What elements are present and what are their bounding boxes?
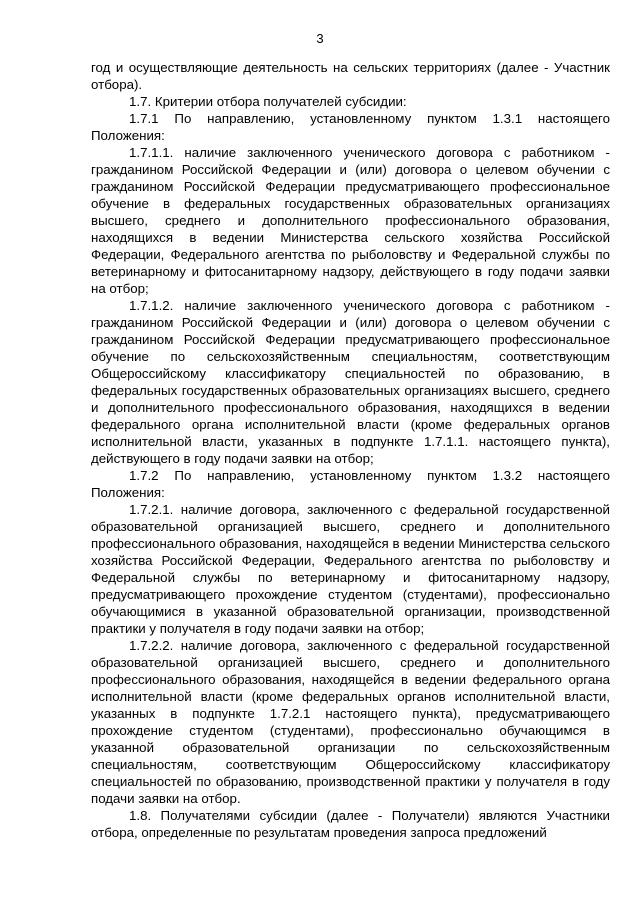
paragraph-participant-definition: год и осуществляющие деятельность на сельских территориях (далее - Участник отбора). (91, 60, 610, 92)
document-body (91, 59, 610, 841)
paragraph-1-7-2-1: 1.7.2.1. наличие договора, заключенного с федеральной государственной образовательной организацией высшего, среднего и дополнительного профессионального образования, находящейся в ведении Министерства сельского хозяйства Российской Федерации, Федерального агентства по рыболовству и Федеральной службы по ветеринарному и фитосанитарному надзору, предусматривающего прохождение студентом (студентами), профессионально обучающимися в указанной образовательной организации, производственной практики у получателя в году подачи заявки на отбор; (91, 502, 610, 636)
paragraph-1-8: 1.8. Получателями субсидии (далее - Получатели) являются Участники отбора, определенные по результатам проведения запроса предложений (91, 808, 610, 840)
paragraph-1-7-2-2: 1.7.2.2. наличие договора, заключенного с федеральной государственной образовательной организацией высшего, среднего и дополнительного профессионального образования, находящейся в ведении федерального органа исполнительной власти (кроме федеральных органов исполнительной власти, указанных в подпункте 1.7.2.1 настоящего пункта), предусматривающего прохождение студентом (студентами), профессионально обучающимся в указанной образовательной организации по сельскохозяйственным специальностям, соответствующим Общероссийскому классификатору специальностей по образованию, производственной практики у получателя в году подачи заявки на отбор. (91, 638, 610, 806)
paragraph-1-7-1: 1.7.1 По направлению, установленному пунктом 1.3.1 настоящего Положения: (91, 111, 610, 143)
paragraph-1-7-1-1: 1.7.1.1. наличие заключенного ученического договора с работником - гражданином Российской Федерации и (или) договора о целевом обучении с гражданином Российской Федерации предусматривающего профессиональное обучение в федеральных государственных образовательных организациях высшего, среднего и дополнительного профессионального образования, находящихся в ведении Министерства сельского хозяйства Российской Федерации, Федерального агентства по рыболовству и Федеральной службы по ветеринарному и фитосанитарному надзору, действующего в году подачи заявки на отбор; (91, 145, 610, 296)
paragraph-1-7-heading: 1.7. Критерии отбора получателей субсидии: (129, 94, 407, 109)
paragraph-1-7-1-2: 1.7.1.2. наличие заключенного ученического договора с работником - гражданином Российской Федерации и (или) договора о целевом обучении с гражданином Российской Федерации предусматривающего профессиональное обучение по сельскохозяйственным специальностям, соответствующим Общероссийскому классификатору специальностей по образованию, в федеральных государственных образовательных организациях высшего, среднего и дополнительного профессионального образования, находящихся в ведении федерального органа исполнительной власти (кроме федеральных органов исполнительной власти, указанных в подпункте 1.7.1.1. настоящего пункта), действующего в году подачи заявки на отбор; (91, 298, 610, 466)
paragraph-1-7-2: 1.7.2 По направлению, установленному пунктом 1.3.2 настоящего Положения: (91, 468, 610, 500)
page-number: 3 (316, 31, 324, 46)
